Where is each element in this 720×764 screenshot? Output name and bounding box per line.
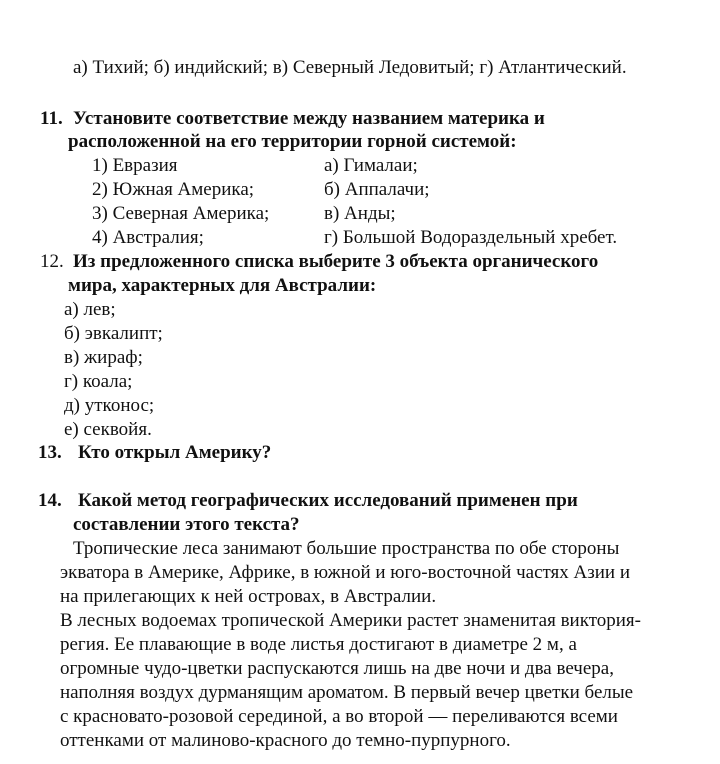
q13-number: 13. <box>38 442 62 463</box>
q12-option-e: д) утконос; <box>64 395 155 416</box>
q12-option-a: а) лев; <box>64 299 116 320</box>
q11-continent-3: 3) Северная Америка; <box>92 203 270 224</box>
q14-paragraph-line7: наполняя воздух дурманящим ароматом. В первый вечер цветки белые <box>60 682 634 703</box>
q14-paragraph-line2: экватора в Америке, Африке, в южной и юго-восточной частях Азии и <box>60 562 631 583</box>
q14-heading-line2: составлении этого текста? <box>73 514 300 535</box>
q11-mountain-a: а) Гималаи; <box>324 155 418 176</box>
q11-heading-line2: расположенной на его территории горной системой: <box>68 131 517 152</box>
q12-option-c: в) жираф; <box>64 347 143 368</box>
q13-text: Кто открыл Америку? <box>78 442 272 463</box>
q10-options: а) Тихий; б) индийский; в) Северный Ледовитый; г) Атлантический. <box>73 57 627 78</box>
q14-paragraph-line6: огромные чудо-цветки распускаются лишь на две ночи и два вечера, <box>60 658 614 679</box>
q12-heading-line2: мира, характерных для Австралии: <box>68 275 377 296</box>
q12-option-d: г) коала; <box>64 371 133 392</box>
q11-continent-4: 4) Австралия; <box>92 227 204 248</box>
q12-heading-line1: Из предложенного списка выберите 3 объекта органического <box>73 251 599 272</box>
q11-mountain-d: г) Большой Водораздельный хребет. <box>324 227 618 248</box>
q14-paragraph-line3: на прилегающих к ней островах, в Австралии. <box>60 586 437 607</box>
q12-number: 12. <box>40 251 64 272</box>
q12-option-b: б) эвкалипт; <box>64 323 163 344</box>
q11-number: 11. <box>40 108 63 129</box>
q14-heading-line1: Какой метод географических исследований применен при <box>78 490 578 511</box>
q14-paragraph-line5: регия. Ее плавающие в воде листья достигают в диаметре 2 м, а <box>60 634 577 655</box>
q14-paragraph-line4: В лесных водоемах тропической Америки растет знаменитая виктория- <box>60 610 641 631</box>
q12-option-f: е) секвойя. <box>64 419 152 440</box>
q14-number: 14. <box>38 490 62 511</box>
q11-heading-line1: Установите соответствие между названием материка и <box>73 108 545 129</box>
q14-paragraph-line1: Тропические леса занимают большие пространства по обе стороны <box>73 538 620 559</box>
q11-continent-2: 2) Южная Америка; <box>92 179 255 200</box>
q11-mountain-c: в) Анды; <box>324 203 396 224</box>
q11-continent-1: 1) Евразия <box>92 155 178 176</box>
q14-paragraph-line9: оттенками от малиново-красного до темно-пурпурного. <box>60 730 511 751</box>
q14-paragraph-line8: с красновато-розовой серединой, а во второй — переливаются всеми <box>60 706 618 727</box>
q11-mountain-b: б) Аппалачи; <box>324 179 430 200</box>
